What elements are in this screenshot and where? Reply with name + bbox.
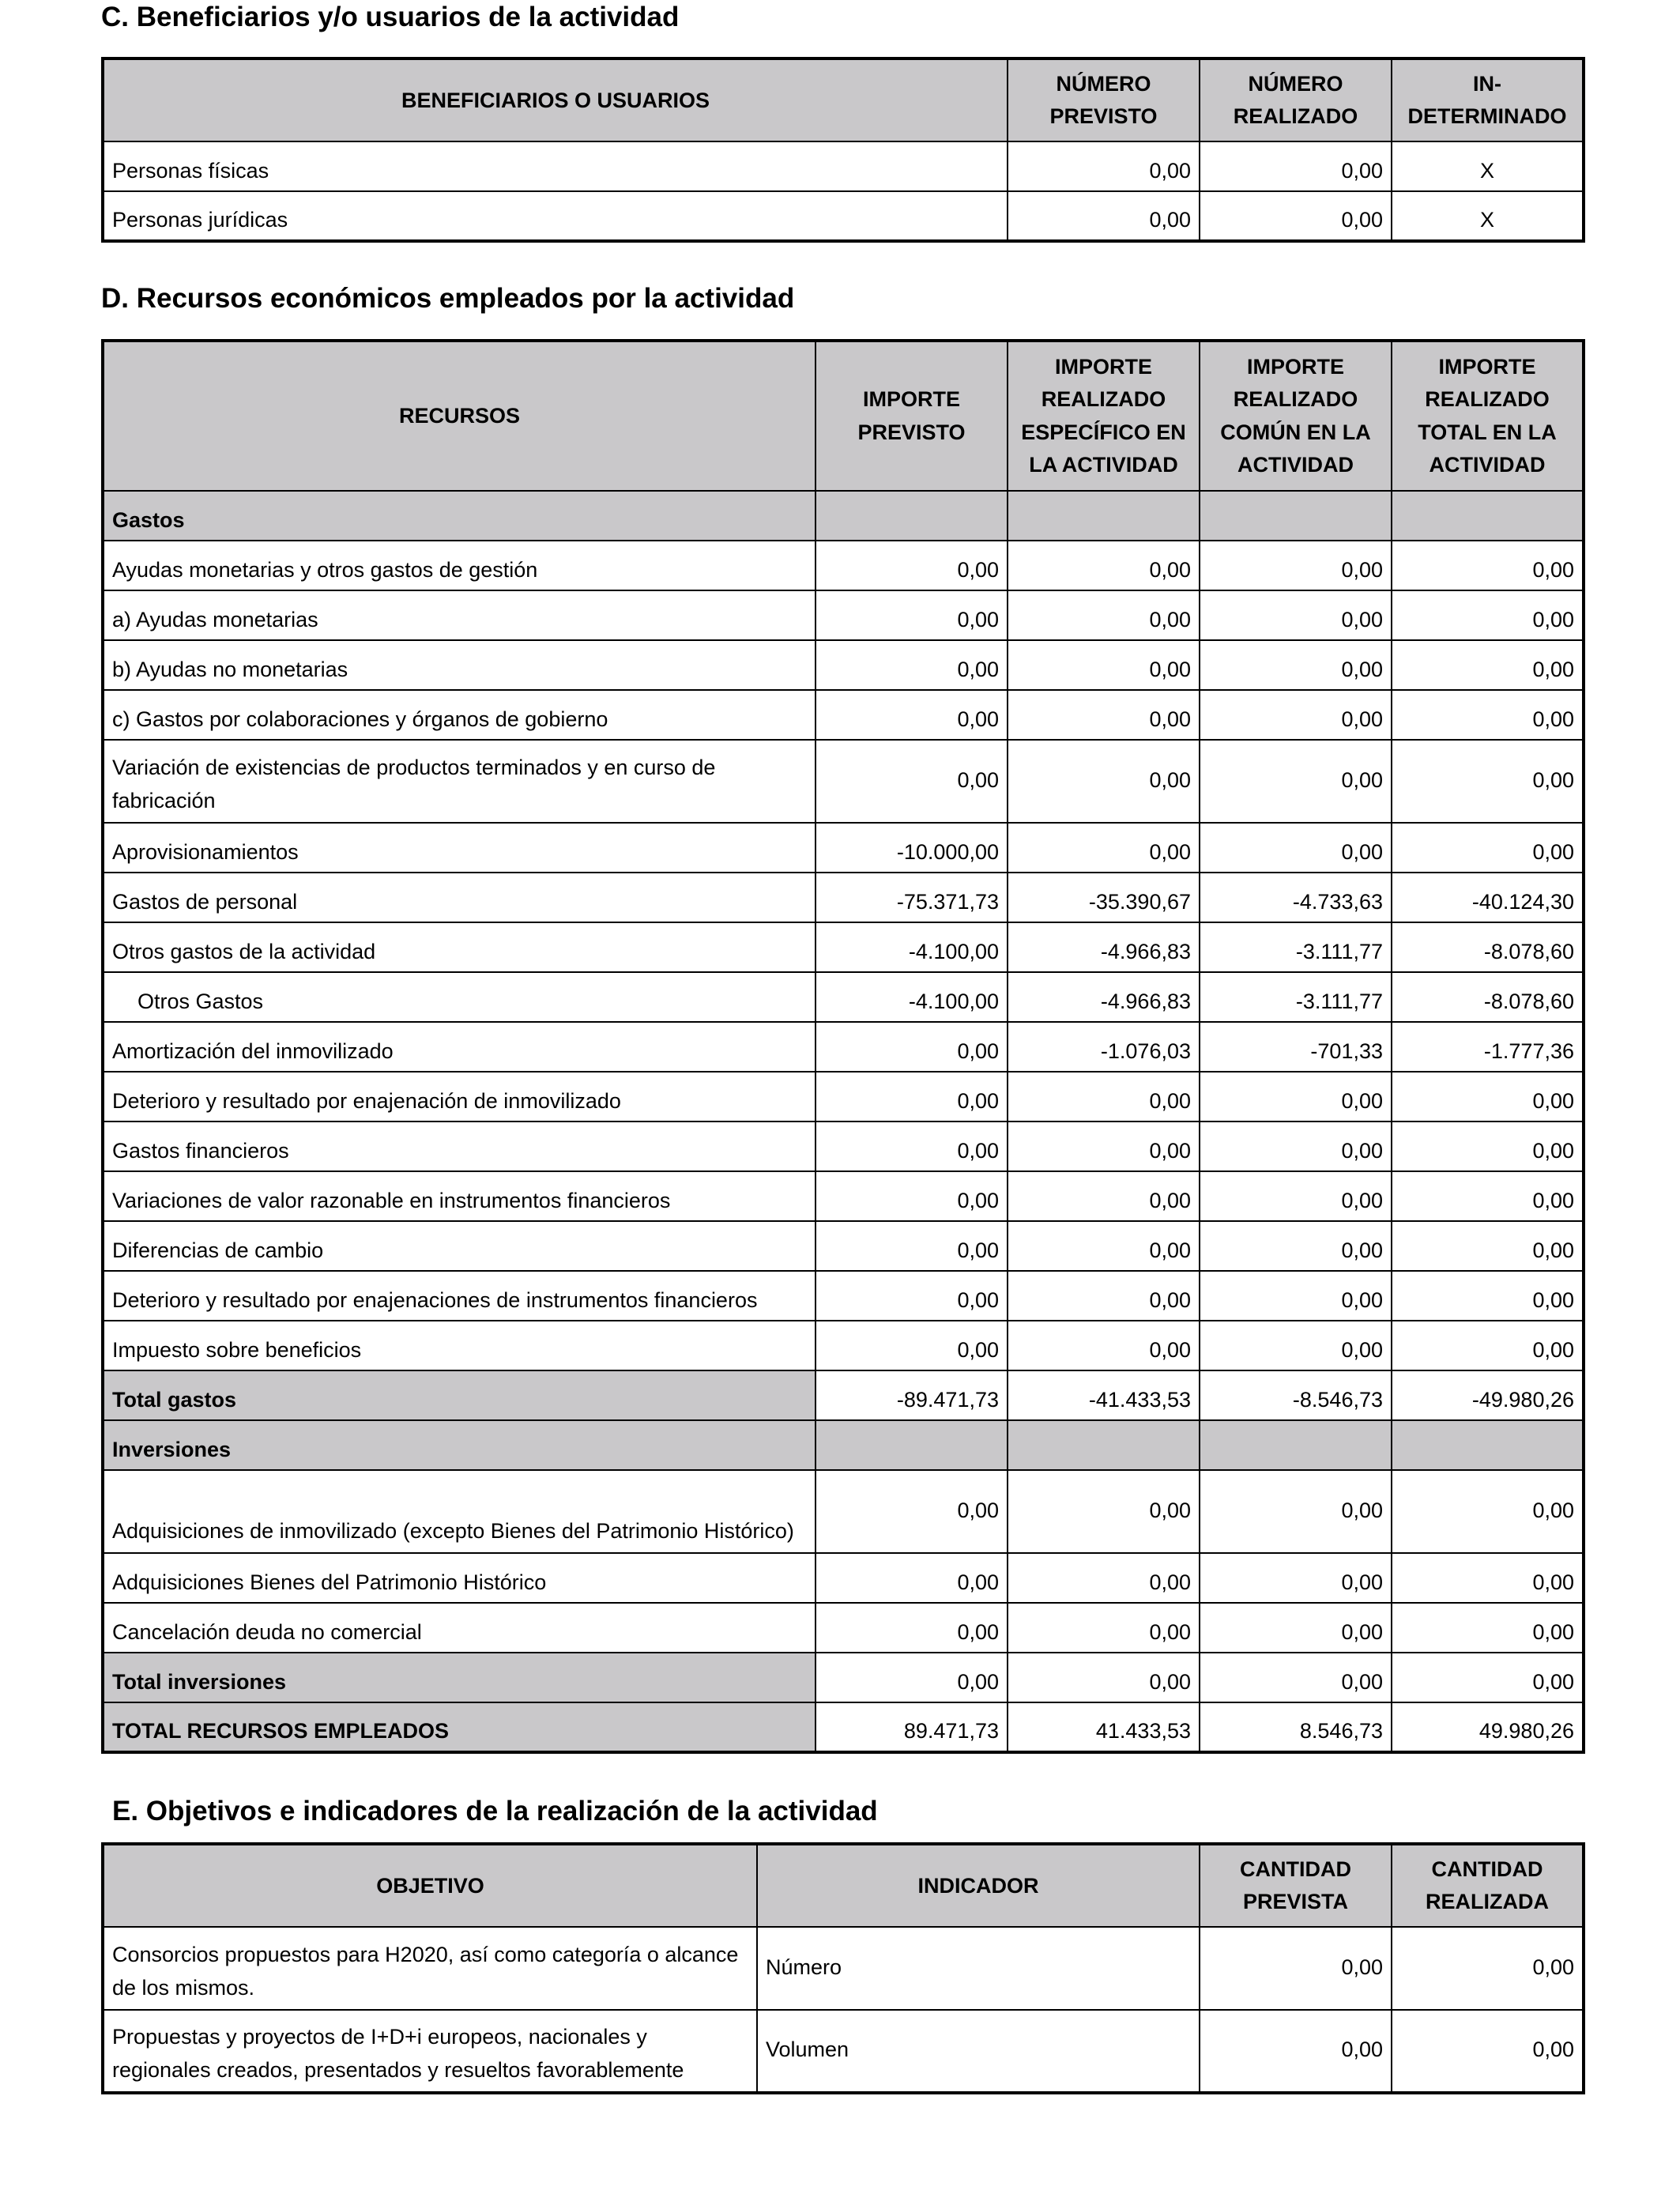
importe-especifico-cell: 0,00 (1008, 1072, 1200, 1122)
empty-cell (1008, 1420, 1200, 1470)
table-row (103, 972, 1584, 1022)
importe-total-cell: 0,00 (1392, 1470, 1584, 1553)
importe-especifico-cell: 0,00 (1008, 1553, 1200, 1603)
importe-especifico-cell: 0,00 (1008, 1271, 1200, 1321)
importe-comun-cell: 0,00 (1200, 1072, 1392, 1122)
table-row (103, 2010, 1584, 2093)
importe-especifico-cell: -35.390,67 (1008, 873, 1200, 922)
row-label: Total gastos (103, 1370, 816, 1420)
table-row (103, 1221, 1584, 1271)
importe-total-cell: 0,00 (1392, 1072, 1584, 1122)
importe-especifico-cell: 0,00 (1008, 1470, 1200, 1553)
header-importe-especifico: IMPORTE REALIZADO ESPECÍFICO EN LA ACTIVIDAD (1008, 341, 1200, 491)
importe-total-cell: 0,00 (1392, 740, 1584, 823)
importe-especifico-cell: 0,00 (1008, 590, 1200, 640)
importe-total-cell: 0,00 (1392, 690, 1584, 740)
importe-especifico-cell: 0,00 (1008, 1122, 1200, 1171)
total-gastos-row (103, 1370, 1584, 1420)
numero-realizado-cell: 0,00 (1200, 191, 1392, 241)
importe-especifico-cell: -4.966,83 (1008, 922, 1200, 972)
header-importe-previsto: IMPORTE PREVISTO (816, 341, 1008, 491)
table-row (103, 1171, 1584, 1221)
importe-previsto-cell: 0,00 (816, 1221, 1008, 1271)
importe-comun-cell: 0,00 (1200, 1271, 1392, 1321)
importe-comun-cell: 0,00 (1200, 1603, 1392, 1653)
importe-comun-cell: -701,33 (1200, 1022, 1392, 1072)
numero-realizado-cell: 0,00 (1200, 141, 1392, 191)
row-label: Adquisiciones de inmovilizado (excepto Bienes del Patrimonio Histórico) (103, 1470, 816, 1553)
table-row (103, 640, 1584, 690)
table-row (103, 191, 1584, 241)
importe-especifico-cell: 0,00 (1008, 1603, 1200, 1653)
importe-previsto-cell: 0,00 (816, 1653, 1008, 1702)
importe-especifico-cell: -4.966,83 (1008, 972, 1200, 1022)
empty-cell (1008, 491, 1200, 541)
importe-total-cell: 0,00 (1392, 823, 1584, 873)
indicador-cell: Número (757, 1927, 1200, 2010)
row-label: Gastos financieros (103, 1122, 816, 1171)
table-row (103, 922, 1584, 972)
table-row (103, 1072, 1584, 1122)
importe-comun-cell: 0,00 (1200, 823, 1392, 873)
row-label: Personas jurídicas (103, 191, 1008, 241)
importe-previsto-cell: 0,00 (816, 1072, 1008, 1122)
importe-previsto-cell: 0,00 (816, 1122, 1008, 1171)
total-inversiones-row (103, 1653, 1584, 1702)
table-row (103, 541, 1584, 590)
importe-comun-cell: 0,00 (1200, 1122, 1392, 1171)
objectives-table (101, 1842, 1585, 2094)
importe-comun-cell: 0,00 (1200, 740, 1392, 823)
importe-previsto-cell: 0,00 (816, 590, 1008, 640)
header-cantidad-prevista: CANTIDAD PREVISTA (1200, 1844, 1392, 1927)
importe-previsto-cell: 0,00 (816, 690, 1008, 740)
importe-comun-cell: -3.111,77 (1200, 972, 1392, 1022)
importe-previsto-cell: 89.471,73 (816, 1702, 1008, 1752)
row-label: Adquisiciones Bienes del Patrimonio Histórico (103, 1553, 816, 1603)
row-label: b) Ayudas no monetarias (103, 640, 816, 690)
row-label: Gastos de personal (103, 873, 816, 922)
row-label: Personas físicas (103, 141, 1008, 191)
numero-previsto-cell: 0,00 (1008, 191, 1200, 241)
empty-cell (1200, 491, 1392, 541)
empty-cell (1392, 491, 1584, 541)
row-label: Otros gastos de la actividad (103, 922, 816, 972)
importe-total-cell: -1.777,36 (1392, 1022, 1584, 1072)
importe-total-cell: 0,00 (1392, 640, 1584, 690)
empty-cell (816, 1420, 1008, 1470)
importe-comun-cell: -4.733,63 (1200, 873, 1392, 922)
table-row (103, 141, 1584, 191)
table-row (103, 690, 1584, 740)
objetivo-cell: Consorcios propuestos para H2020, así como categoría o alcance de los mismos. (103, 1927, 757, 2010)
importe-especifico-cell: 0,00 (1008, 690, 1200, 740)
importe-especifico-cell: -1.076,03 (1008, 1022, 1200, 1072)
importe-total-cell: -8.078,60 (1392, 972, 1584, 1022)
importe-previsto-cell: 0,00 (816, 541, 1008, 590)
importe-total-cell: 0,00 (1392, 541, 1584, 590)
table-row (103, 1553, 1584, 1603)
row-label: Variaciones de valor razonable en instrumentos financieros (103, 1171, 816, 1221)
inversiones-section-row (103, 1420, 1584, 1470)
table-row (103, 1927, 1584, 2010)
table-row (103, 590, 1584, 640)
importe-previsto-cell: 0,00 (816, 1553, 1008, 1603)
table-header-row (103, 341, 1584, 491)
importe-previsto-cell: -89.471,73 (816, 1370, 1008, 1420)
importe-especifico-cell: 0,00 (1008, 823, 1200, 873)
importe-especifico-cell: 0,00 (1008, 740, 1200, 823)
row-label: Impuesto sobre beneficios (103, 1321, 816, 1370)
gastos-section-row-label: Gastos (103, 491, 816, 541)
empty-cell (816, 491, 1008, 541)
table-row (103, 823, 1584, 873)
importe-previsto-cell: 0,00 (816, 1321, 1008, 1370)
table-row (103, 1271, 1584, 1321)
importe-previsto-cell: -4.100,00 (816, 922, 1008, 972)
importe-comun-cell: 0,00 (1200, 1321, 1392, 1370)
importe-total-cell: -49.980,26 (1392, 1370, 1584, 1420)
importe-especifico-cell: 41.433,53 (1008, 1702, 1200, 1752)
row-label: Total inversiones (103, 1653, 816, 1702)
table-row (103, 873, 1584, 922)
row-label: Diferencias de cambio (103, 1221, 816, 1271)
importe-total-cell: 0,00 (1392, 1271, 1584, 1321)
total-recursos-row (103, 1702, 1584, 1752)
header-indicador: INDICADOR (757, 1844, 1200, 1927)
importe-previsto-cell: 0,00 (816, 640, 1008, 690)
table-header-row (103, 1844, 1584, 1927)
row-label: Amortización del inmovilizado (103, 1022, 816, 1072)
importe-especifico-cell: 0,00 (1008, 1171, 1200, 1221)
importe-comun-cell: 8.546,73 (1200, 1702, 1392, 1752)
importe-especifico-cell: 0,00 (1008, 1321, 1200, 1370)
importe-total-cell: 0,00 (1392, 1122, 1584, 1171)
objetivo-cell: Propuestas y proyectos de I+D+i europeos, nacionales y regionales creados, presentados y resueltos favorablemente (103, 2010, 757, 2093)
importe-total-cell: -40.124,30 (1392, 873, 1584, 922)
cantidad-realizada-cell: 0,00 (1392, 1927, 1584, 2010)
importe-previsto-cell: 0,00 (816, 1171, 1008, 1221)
indicador-cell: Volumen (757, 2010, 1200, 2093)
table-row (103, 1603, 1584, 1653)
importe-previsto-cell: -10.000,00 (816, 823, 1008, 873)
importe-total-cell: 0,00 (1392, 1553, 1584, 1603)
importe-total-cell: 0,00 (1392, 1653, 1584, 1702)
importe-total-cell: 0,00 (1392, 1321, 1584, 1370)
empty-cell (1392, 1420, 1584, 1470)
numero-previsto-cell: 0,00 (1008, 141, 1200, 191)
importe-especifico-cell: 0,00 (1008, 541, 1200, 590)
table-row (103, 1122, 1584, 1171)
importe-comun-cell: -8.546,73 (1200, 1370, 1392, 1420)
importe-comun-cell: 0,00 (1200, 640, 1392, 690)
importe-comun-cell: 0,00 (1200, 1470, 1392, 1553)
importe-comun-cell: 0,00 (1200, 1553, 1392, 1603)
row-label: Deterioro y resultado por enajenaciones de instrumentos financieros (103, 1271, 816, 1321)
importe-comun-cell: 0,00 (1200, 690, 1392, 740)
inversiones-section-row-label: Inversiones (103, 1420, 816, 1470)
importe-total-cell: 49.980,26 (1392, 1702, 1584, 1752)
row-label: c) Gastos por colaboraciones y órganos de gobierno (103, 690, 816, 740)
cantidad-realizada-cell: 0,00 (1392, 2010, 1584, 2093)
empty-cell (1200, 1420, 1392, 1470)
section-d-title: D. Recursos económicos empleados por la actividad (101, 283, 795, 314)
importe-especifico-cell: 0,00 (1008, 640, 1200, 690)
table-header-row (103, 58, 1584, 141)
importe-previsto-cell: 0,00 (816, 1470, 1008, 1553)
row-label: Cancelación deuda no comercial (103, 1603, 816, 1653)
importe-previsto-cell: 0,00 (816, 1022, 1008, 1072)
row-label: Ayudas monetarias y otros gastos de gestión (103, 541, 816, 590)
row-label: Aprovisionamientos (103, 823, 816, 873)
importe-especifico-cell: 0,00 (1008, 1221, 1200, 1271)
importe-total-cell: 0,00 (1392, 1221, 1584, 1271)
row-label: Deterioro y resultado por enajenación de inmovilizado (103, 1072, 816, 1122)
section-e-title: E. Objetivos e indicadores de la realización de la actividad (112, 1796, 878, 1826)
table-row (103, 1022, 1584, 1072)
importe-previsto-cell: -4.100,00 (816, 972, 1008, 1022)
header-recursos: RECURSOS (103, 341, 816, 491)
row-label: a) Ayudas monetarias (103, 590, 816, 640)
beneficiaries-table (101, 57, 1585, 243)
row-label: TOTAL RECURSOS EMPLEADOS (103, 1702, 816, 1752)
table-row (103, 1470, 1584, 1553)
importe-total-cell: 0,00 (1392, 590, 1584, 640)
importe-total-cell: 0,00 (1392, 1603, 1584, 1653)
indeterminado-cell: X (1392, 141, 1584, 191)
gastos-section-row (103, 491, 1584, 541)
header-importe-comun: IMPORTE REALIZADO COMÚN EN LA ACTIVIDAD (1200, 341, 1392, 491)
importe-previsto-cell: 0,00 (816, 740, 1008, 823)
importe-especifico-cell: 0,00 (1008, 1653, 1200, 1702)
table-row (103, 1321, 1584, 1370)
importe-total-cell: 0,00 (1392, 1171, 1584, 1221)
header-importe-total: IMPORTE REALIZADO TOTAL EN LA ACTIVIDAD (1392, 341, 1584, 491)
section-c-title: C. Beneficiarios y/o usuarios de la actividad (101, 2, 680, 32)
importe-comun-cell: -3.111,77 (1200, 922, 1392, 972)
indeterminado-cell: X (1392, 191, 1584, 241)
header-numero-previsto: NÚMERO PREVISTO (1008, 58, 1200, 141)
resources-table (101, 339, 1585, 1754)
importe-previsto-cell: -75.371,73 (816, 873, 1008, 922)
importe-especifico-cell: -41.433,53 (1008, 1370, 1200, 1420)
header-beneficiarios: BENEFICIARIOS O USUARIOS (103, 58, 1008, 141)
importe-previsto-cell: 0,00 (816, 1603, 1008, 1653)
importe-previsto-cell: 0,00 (816, 1271, 1008, 1321)
row-label: Otros Gastos (103, 972, 816, 1022)
header-cantidad-realizada: CANTIDAD REALIZADA (1392, 1844, 1584, 1927)
header-numero-realizado: NÚMERO REALIZADO (1200, 58, 1392, 141)
importe-comun-cell: 0,00 (1200, 590, 1392, 640)
importe-comun-cell: 0,00 (1200, 1171, 1392, 1221)
importe-comun-cell: 0,00 (1200, 1221, 1392, 1271)
importe-comun-cell: 0,00 (1200, 541, 1392, 590)
importe-comun-cell: 0,00 (1200, 1653, 1392, 1702)
table-row (103, 740, 1584, 823)
row-label: Variación de existencias de productos terminados y en curso de fabricación (103, 740, 816, 823)
cantidad-prevista-cell: 0,00 (1200, 1927, 1392, 2010)
cantidad-prevista-cell: 0,00 (1200, 2010, 1392, 2093)
header-indeterminado: IN- DETERMINADO (1392, 58, 1584, 141)
header-objetivo: OBJETIVO (103, 1844, 757, 1927)
importe-total-cell: -8.078,60 (1392, 922, 1584, 972)
